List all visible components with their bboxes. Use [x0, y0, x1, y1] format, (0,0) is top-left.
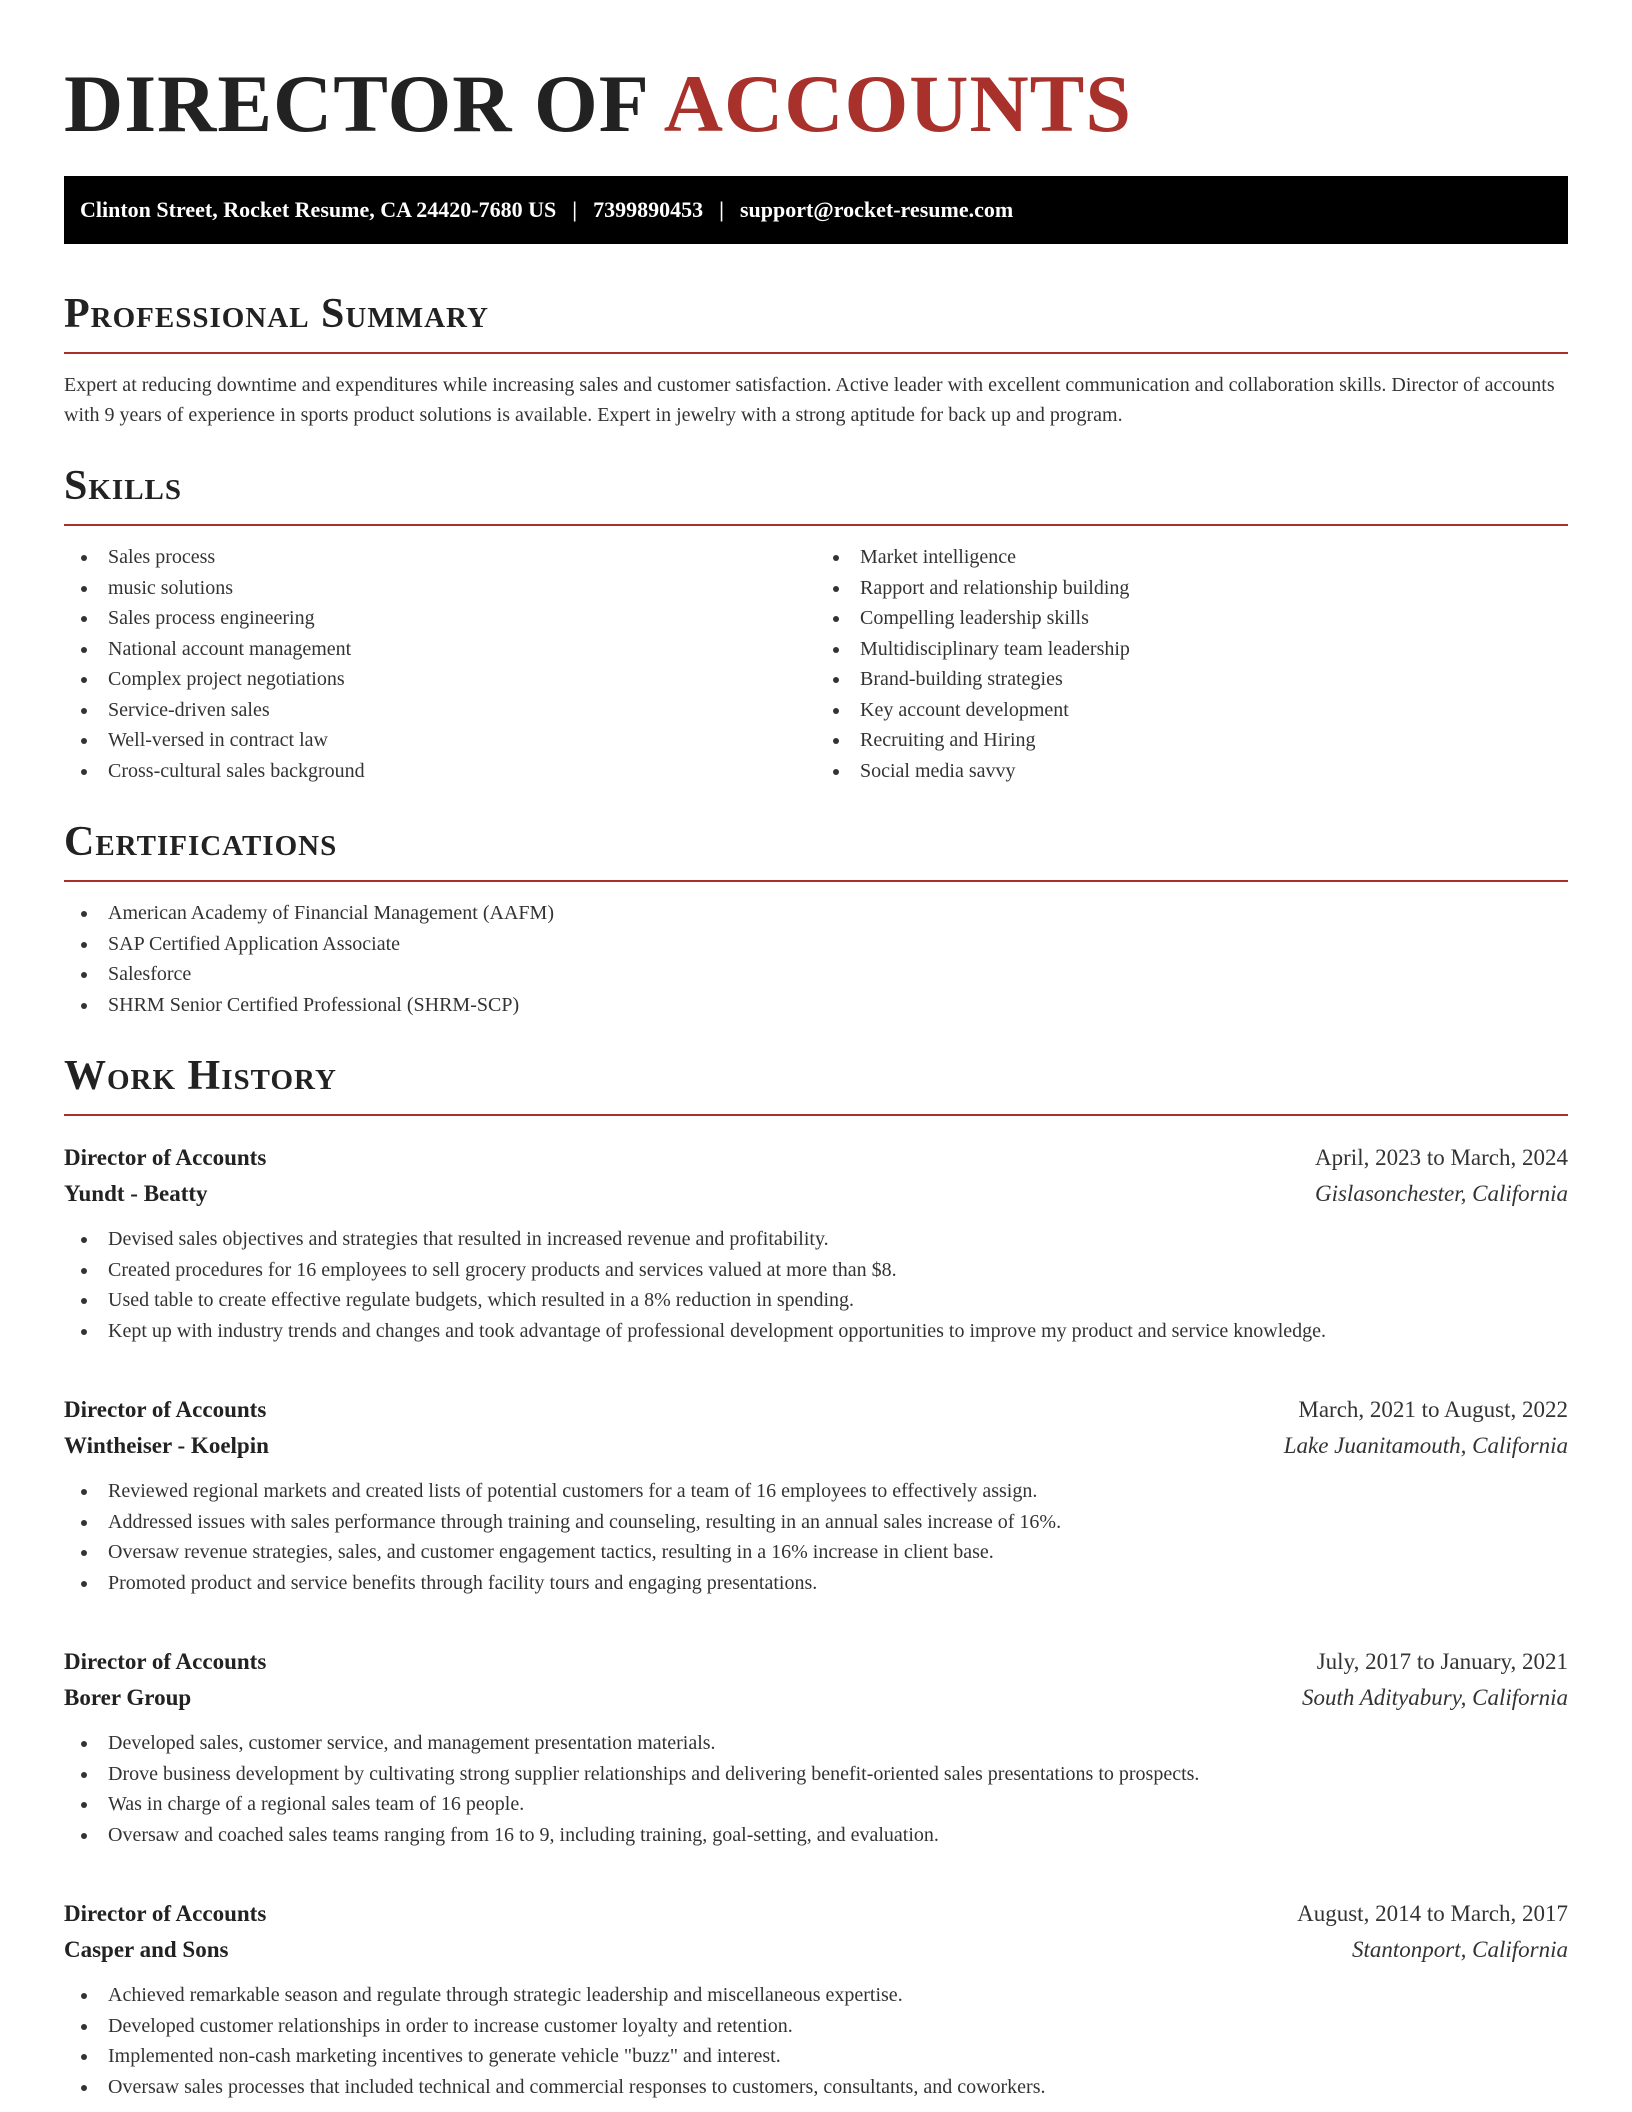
job-company-row	[64, 1932, 1568, 1968]
summary-heading: Professional Summary	[64, 288, 1568, 354]
job-entry	[64, 1896, 1568, 2102]
job-bullets	[64, 1980, 1568, 2102]
job-company: Casper and Sons	[64, 1937, 229, 1962]
job-bullet: Oversaw revenue strategies, sales, and customer engagement tactics, resulting in a 16% increase in client base.	[108, 1537, 1568, 1568]
contact-email: support@rocket-resume.com	[739, 197, 1014, 222]
skills-list-left	[64, 542, 816, 786]
certification-item: SHRM Senior Certified Professional (SHRM-SCP)	[108, 990, 1568, 1021]
title-accent: ACCOUNTS	[663, 58, 1132, 149]
certification-item: SAP Certified Application Associate	[108, 929, 1568, 960]
certifications-heading: Certifications	[64, 816, 1568, 882]
contact-address: Clinton Street, Rocket Resume, CA 24420-7680 US	[80, 197, 557, 222]
job-entry	[64, 1644, 1568, 1850]
skill-item: Cross-cultural sales background	[108, 756, 816, 787]
skill-item: Multidisciplinary team leadership	[860, 634, 1568, 665]
skills-columns	[64, 526, 1568, 786]
skill-item: Market intelligence	[860, 542, 1568, 573]
job-bullet: Drove business development by cultivating strong supplier relationships and delivering benefit-oriented sales presentations to prospects.	[108, 1759, 1568, 1790]
contact-separator: |	[572, 197, 578, 222]
job-entry	[64, 1140, 1568, 1346]
job-location: Gislasonchester, California	[1314, 1181, 1568, 1206]
job-header-row	[64, 1140, 1568, 1176]
skill-item: Social media savvy	[860, 756, 1568, 787]
job-entry	[64, 1392, 1568, 1598]
skill-item: Complex project negotiations	[108, 664, 816, 695]
summary-text: Expert at reducing downtime and expenditures while increasing sales and customer satisfaction. Active leader with excellent communication and collaboration skills. Director of accounts with 9 years of experience in sports product solutions is available. Expert in jewelry with a strong aptitude for back up and program.	[64, 374, 1555, 426]
job-bullet: Oversaw and coached sales teams ranging from 16 to 9, including training, goal-setting, and evaluation.	[108, 1820, 1568, 1851]
contact-phone: 7399890453	[593, 197, 704, 222]
job-company: Borer Group	[64, 1685, 192, 1710]
job-location: South Adityabury, California	[1301, 1685, 1568, 1710]
job-company: Yundt - Beatty	[64, 1181, 208, 1206]
job-dates: August, 2014 to March, 2017	[1297, 1901, 1568, 1926]
work-history-section	[64, 1050, 1568, 2102]
job-header-row	[64, 1644, 1568, 1680]
skill-item: National account management	[108, 634, 816, 665]
skill-item: Service-driven sales	[108, 695, 816, 726]
job-company-row	[64, 1680, 1568, 1716]
skill-item: Compelling leadership skills	[860, 603, 1568, 634]
job-dates: July, 2017 to January, 2021	[1316, 1649, 1568, 1674]
certification-item: American Academy of Financial Management (AAFM)	[108, 898, 1568, 929]
certifications-list	[64, 898, 1568, 1020]
job-bullets	[64, 1728, 1568, 1850]
job-title: Director of Accounts	[64, 1901, 267, 1926]
job-bullet: Implemented non-cash marketing incentives to generate vehicle "buzz" and interest.	[108, 2041, 1568, 2072]
job-dates: April, 2023 to March, 2024	[1315, 1145, 1568, 1170]
job-bullet: Used table to create effective regulate budgets, which resulted in a 8% reduction in spending.	[108, 1285, 1568, 1316]
skill-item: Rapport and relationship building	[860, 573, 1568, 604]
job-title: Director of Accounts	[64, 1145, 267, 1170]
skill-item: Brand-building strategies	[860, 664, 1568, 695]
skills-list-right	[816, 542, 1568, 786]
contact-bar	[64, 176, 1568, 244]
job-bullet: Promoted product and service benefits through facility tours and engaging presentations.	[108, 1568, 1568, 1599]
contact-separator: |	[719, 197, 724, 222]
job-bullet: Developed sales, customer service, and management presentation materials.	[108, 1728, 1568, 1759]
job-bullets	[64, 1224, 1568, 1346]
job-title: Director of Accounts	[64, 1649, 267, 1674]
job-location: Stantonport, California	[1352, 1937, 1568, 1962]
job-bullet: Was in charge of a regional sales team of 16 people.	[108, 1789, 1568, 1820]
job-bullets	[64, 1476, 1568, 1598]
job-company-row	[64, 1428, 1568, 1464]
page-title	[64, 56, 1568, 152]
skill-item: Sales process engineering	[108, 603, 816, 634]
job-dates: March, 2021 to August, 2022	[1298, 1397, 1568, 1422]
job-location: Lake Juanitamouth, California	[1283, 1433, 1568, 1458]
job-bullet: Reviewed regional markets and created lists of potential customers for a team of 16 employees to effectively assign.	[108, 1476, 1568, 1507]
job-bullet: Oversaw sales processes that included technical and commercial responses to customers, consultants, and coworkers.	[108, 2072, 1568, 2103]
skill-item: music solutions	[108, 573, 816, 604]
work-history-heading: Work History	[64, 1050, 1568, 1116]
job-bullet: Devised sales objectives and strategies that resulted in increased revenue and profitability.	[108, 1224, 1568, 1255]
job-bullet: Kept up with industry trends and changes and took advantage of professional development opportunities to improve my product and service knowledge.	[108, 1316, 1568, 1347]
skills-heading: Skills	[64, 460, 1568, 526]
job-company: Wintheiser - Koelpin	[64, 1433, 269, 1458]
job-company-row	[64, 1176, 1568, 1212]
title-first: DIRECTOR OF	[64, 58, 647, 149]
job-bullet: Achieved remarkable season and regulate through strategic leadership and miscellaneous expertise.	[108, 1980, 1568, 2011]
job-header-row	[64, 1392, 1568, 1428]
skill-item: Sales process	[108, 542, 816, 573]
skills-section	[64, 460, 1568, 786]
job-bullet: Developed customer relationships in order to increase customer loyalty and retention.	[108, 2011, 1568, 2042]
certifications-section	[64, 816, 1568, 1020]
job-title: Director of Accounts	[64, 1397, 267, 1422]
job-header-row	[64, 1896, 1568, 1932]
skill-item: Key account development	[860, 695, 1568, 726]
summary-section	[64, 288, 1568, 430]
job-bullet: Created procedures for 16 employees to sell grocery products and services valued at more than $8.	[108, 1255, 1568, 1286]
job-bullet: Addressed issues with sales performance through training and counseling, resulting in an annual sales increase of 16%.	[108, 1507, 1568, 1538]
skill-item: Recruiting and Hiring	[860, 725, 1568, 756]
skill-item: Well-versed in contract law	[108, 725, 816, 756]
certification-item: Salesforce	[108, 959, 1568, 990]
